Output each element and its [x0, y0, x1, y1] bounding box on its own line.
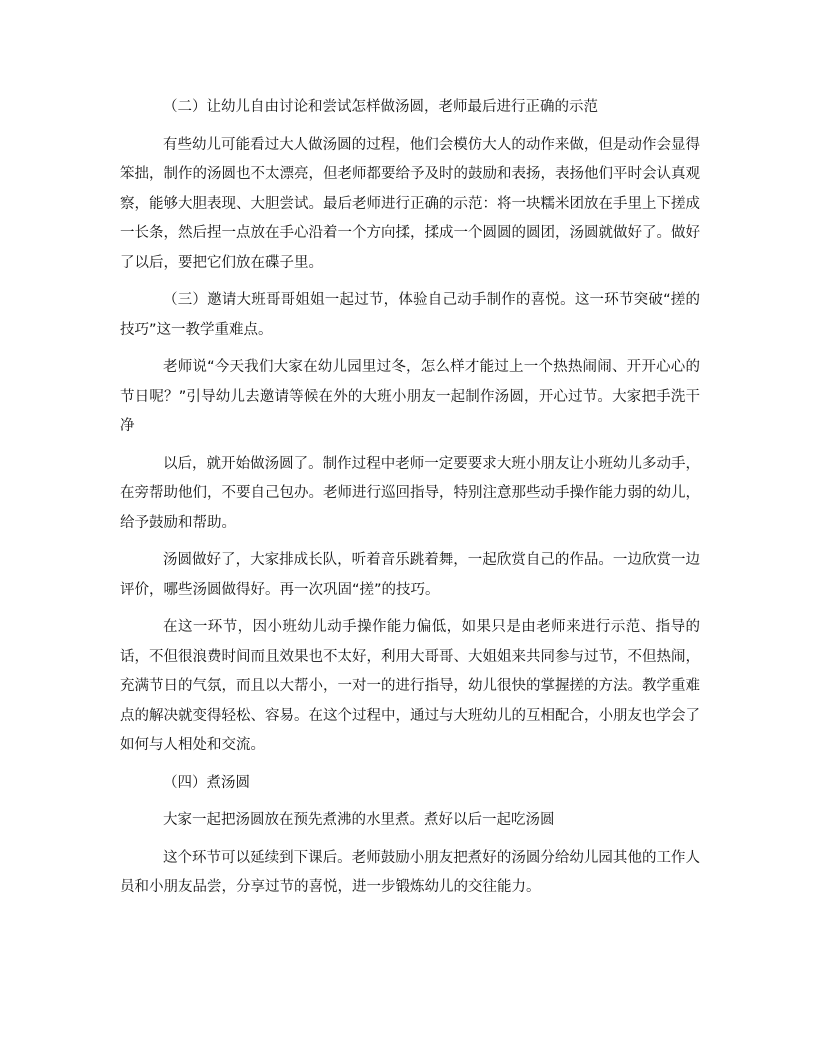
section-heading-2: （二）让幼儿自由讨论和尝试怎样做汤圆，老师最后进行正确的示范 — [163, 99, 598, 115]
paragraph-making-process: 以后，就开始做汤圆了。制作过程中老师一定要要求大班小朋友让小班幼儿多动手，在旁帮助他们，不要自己包办。老师进行巡回指导，特别注意那些动手操作能力弱的幼儿，给予鼓励和帮助。 — [120, 455, 700, 531]
paragraph-demonstration: 有些幼儿可能看过大人做汤圆的过程，他们会模仿大人的动作来做，但是动作会显得笨拙，制作的汤圆也不太漂亮，但老师都要给予及时的鼓励和表扬，表扬他们平时会认真观察，能够大胆表现、大胆尝试。最后老师进行正确的示范：将一块糯米团放在手里上下搓成一长条，然后捏一点放在手心沿着一个方向揉，揉成一个圆圆的圆团，汤圆就做好了。做好了以后，要把它们放在碟子里。 — [120, 136, 700, 271]
paragraph-invitation: 老师说“今天我们大家在幼儿园里过冬，怎么样才能过上一个热热闹闹、开开心心的节日呢？”引导幼儿去邀请等候在外的大班小朋友一起制作汤圆，开心过节。大家把手洗干净 — [120, 359, 700, 434]
document-body — [120, 93, 700, 903]
section-heading-4: （四）煮汤圆 — [163, 774, 250, 791]
paragraph-appreciation: 汤圆做好了，大家排成长队，听着音乐跳着舞，一起欣赏自己的作品。一边欣赏一边评价，哪些汤圆做得好。再一次巩固“搓”的技巧。 — [120, 552, 700, 598]
paragraph-cooking: 大家一起把汤圆放在预先煮沸的水里煮。煮好以后一起吃汤圆 — [163, 812, 555, 828]
paragraph-analysis: 在这一环节，因小班幼儿动手操作能力偏低，如果只是由老师来进行示范、指导的话，不但很浪费时间而且效果也不太好，利用大哥哥、大姐姐来共同参与过节，不但热闹，充满节日的气氛，而且以大帮小，一对一的进行指导，幼儿很快的掌握搓的方法。教学重难点的解决就变得轻松、容易。在这个过程中，通过与大班幼儿的互相配合，小朋友也学会了如何与人相处和交流。 — [120, 619, 700, 753]
section-heading-3: （三）邀请大班哥哥姐姐一起过节，体验自己动手制作的喜悦。这一环节突破“搓的技巧”这一教学重难点。 — [120, 292, 700, 338]
paragraph-sharing: 这个环节可以延续到下课后。老师鼓励小朋友把煮好的汤圆分给幼儿园其他的工作人员和小朋友品尝，分享过节的喜悦，进一步锻炼幼儿的交往能力。 — [120, 849, 700, 895]
